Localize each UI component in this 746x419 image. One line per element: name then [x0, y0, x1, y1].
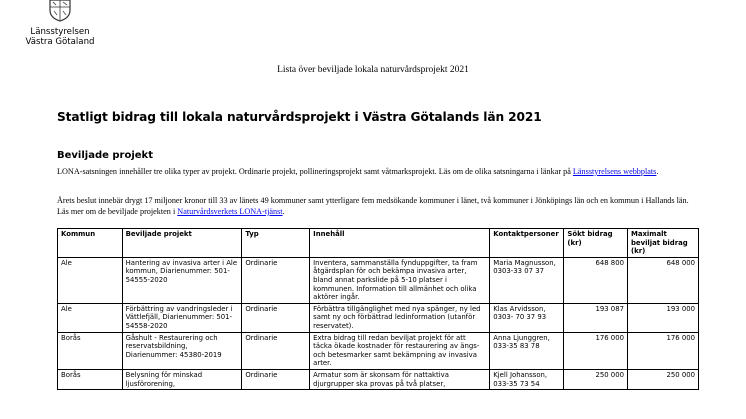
table-row: [58, 257, 699, 303]
cell-innehall: Inventera, sammanställa fynduppgifter, ta fram åtgärdsplan för och bekämpa invasiva arter, bland annat parkslide på 5-10 platser i kommunen. Information till allmänhet och olika aktörer ingår.: [310, 257, 490, 303]
intro-text-1: LONA-satsningen innehåller tre olika typer av projekt. Ordinarie projekt, pollineringsprojekt samt våtmarksprojekt. Läs om de olika satsningarna i länkar på: [57, 167, 573, 176]
table-row: [58, 369, 699, 389]
cell-projekt: Belysning för minskad ljusförorening,: [122, 369, 242, 389]
cell-sokt-bidrag: 250 000: [564, 369, 628, 389]
cell-kommun: Borås: [58, 369, 123, 389]
cropped-header-line: [255, 0, 655, 2]
cell-kommun: Ale: [58, 303, 123, 332]
intro-text-2: Årets beslut innebär drygt 17 miljoner kronor till 33 av länets 49 kommuner samt ytterligare fem medsökande kommuner i länet, två kommuner i Jönköpings län och en kommun i Hallands län. Läs mer om de beviljade projekten i: [57, 196, 689, 216]
column-header-max-bidrag: Maximalt beviljat bidrag (kr): [627, 229, 698, 258]
cell-kontakt: Kjell Johansson, 033-35 73 54: [490, 369, 564, 389]
table-row: [58, 332, 699, 369]
cell-typ: Ordinarie: [242, 332, 310, 369]
cell-typ: Ordinarie: [242, 369, 310, 389]
cell-max-bidrag: 176 000: [627, 332, 698, 369]
column-header-typ: Typ: [242, 229, 310, 258]
column-header-kommun: Kommun: [58, 229, 123, 258]
cell-max-bidrag: 193 000: [627, 303, 698, 332]
cell-kontakt: Maria Magnusson, 0303-33 07 37: [490, 257, 564, 303]
organization-name-line2: Västra Götaland: [25, 37, 95, 47]
cell-innehall: Förbättra tillgänglighet med nya spänger, ny led samt ny och förbättrad ledinformation (utanför reservatet).: [310, 303, 490, 332]
cell-kommun: Borås: [58, 332, 123, 369]
cell-projekt: Hantering av invasiva arter i Ale kommun, Diarienummer: 501-54555-2020: [122, 257, 242, 303]
cell-projekt: Förbättring av vandringsleder i Vättlefjäll, Diarienummer: 501-54558-2020: [122, 303, 242, 332]
cell-innehall: Extra bidrag till redan beviljat projekt för att täcka ökade kostnader för restaurering av ängs- och betesmarker samt bekämpning av invasiva arter.: [310, 332, 490, 369]
table-row: [58, 303, 699, 332]
intro-end-1: .: [656, 167, 659, 176]
lona-service-link[interactable]: Naturvårdsverkets LONA-tjänst: [177, 206, 283, 216]
cell-kontakt: Anna Ljunggren, 033-35 83 78: [490, 332, 564, 369]
cell-innehall: Armatur som är skonsam för nattaktiva djurgrupper ska provas på två platser,: [310, 369, 490, 389]
projects-table: [57, 228, 699, 390]
cell-typ: Ordinarie: [242, 257, 310, 303]
cell-typ: Ordinarie: [242, 303, 310, 332]
cell-sokt-bidrag: 193 087: [564, 303, 628, 332]
intro-paragraph-2: [57, 196, 697, 217]
cell-max-bidrag: 250 000: [627, 369, 698, 389]
coat-of-arms-icon: [47, 0, 73, 22]
page-title: Statligt bidrag till lokala naturvårdsprojekt i Västra Götalands län 2021: [57, 110, 542, 124]
column-header-innehall: Innehåll: [310, 229, 490, 258]
cell-max-bidrag: 648 000: [627, 257, 698, 303]
cell-sokt-bidrag: 176 000: [564, 332, 628, 369]
column-header-sokt-bidrag: Sökt bidrag (kr): [564, 229, 628, 258]
organization-name-line1: Länsstyrelsen: [30, 27, 90, 37]
section-title: Beviljade projekt: [57, 150, 153, 161]
intro-end-2: .: [282, 206, 285, 216]
organization-logo: [10, 0, 110, 47]
cell-kommun: Ale: [58, 257, 123, 303]
column-header-projekt: Beviljade projekt: [122, 229, 242, 258]
organization-name: [10, 27, 110, 47]
cell-kontakt: Klas Arvidsson, 0303- 70 37 93: [490, 303, 564, 332]
lansstyrelsen-website-link[interactable]: Länsstyrelsens webbplats: [572, 167, 657, 176]
cell-projekt: Gåshult - Restaurering och reservatsbildning, Diarienummer: 45380-2019: [122, 332, 242, 369]
intro-paragraph-1: [57, 167, 697, 178]
table-header-row: [58, 229, 699, 258]
document-header: Lista över beviljade lokala naturvårdsprojekt 2021: [277, 65, 469, 75]
column-header-kontakt: Kontaktpersoner: [490, 229, 564, 258]
cell-sokt-bidrag: 648 800: [564, 257, 628, 303]
